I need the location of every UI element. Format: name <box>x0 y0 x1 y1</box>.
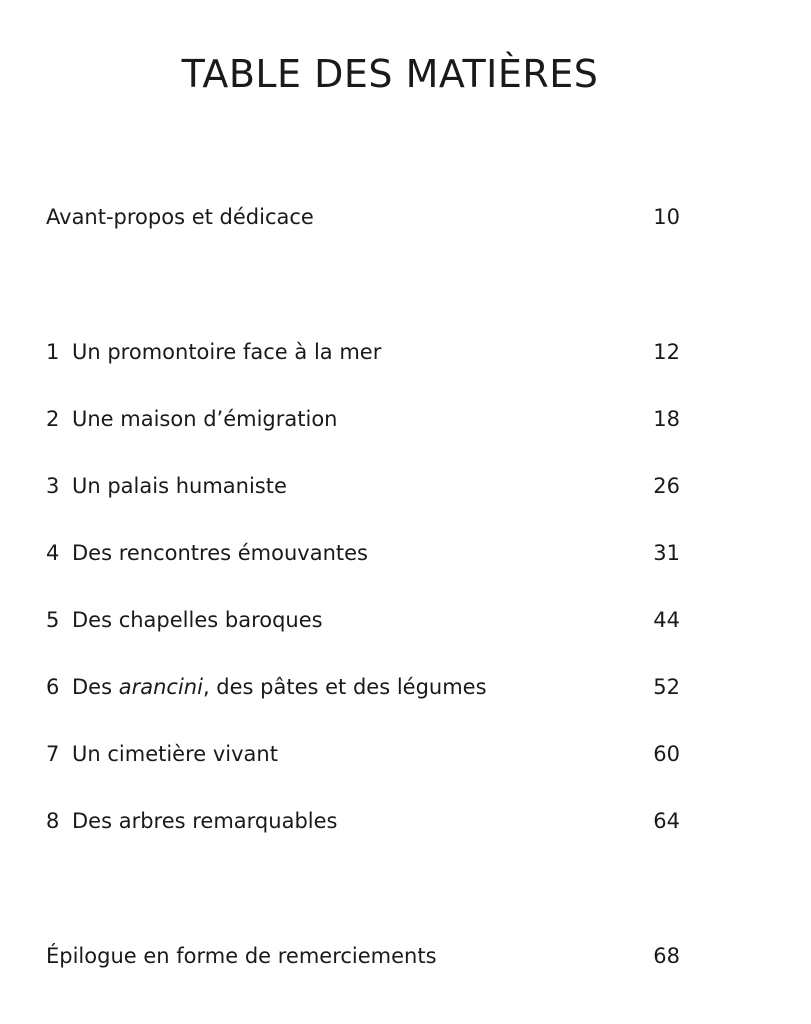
toc-entry-chapter-3 <box>46 470 680 502</box>
toc-entry-label-pre: Des <box>72 675 119 699</box>
toc-entry-chapter-7 <box>46 738 680 770</box>
toc-entry-label: Des rencontres émouvantes <box>72 541 368 565</box>
toc-entry-label: Un cimetière vivant <box>72 742 278 766</box>
toc-entry-label-italic: arancini <box>118 675 203 699</box>
page-title: TABLE DES MATIÈRES <box>181 52 599 96</box>
toc-entry-page: 12 <box>653 340 680 364</box>
toc-entry-number: 8 <box>46 809 60 833</box>
toc-entry-page: 10 <box>653 205 680 229</box>
toc-entry-page: 18 <box>653 407 680 431</box>
toc-entry-page: 60 <box>653 742 680 766</box>
toc-entry-number: 6 <box>46 675 60 699</box>
toc-entry-page: 26 <box>653 474 680 498</box>
toc-entry-page: 68 <box>653 944 680 968</box>
toc-entry-page: 52 <box>653 675 680 699</box>
toc-entry-label: Un promontoire face à la mer <box>72 340 382 364</box>
toc-entry-chapter-4 <box>46 537 680 569</box>
toc-entry-page: 44 <box>653 608 680 632</box>
toc-entry-number: 2 <box>46 407 60 431</box>
toc-entry-page: 31 <box>653 541 680 565</box>
toc-entry-label: Des chapelles baroques <box>72 608 323 632</box>
toc-entry-label: Une maison d’émigration <box>72 407 338 431</box>
toc-entry-page: 64 <box>653 809 680 833</box>
toc-entry-label: Avant-propos et dédicace <box>46 205 314 229</box>
toc-entry-back <box>46 940 680 972</box>
toc-entry-label: Épilogue en forme de remerciements <box>46 944 437 968</box>
toc-entry-number: 1 <box>46 340 60 364</box>
toc-entry-number: 7 <box>46 742 60 766</box>
toc-entry-label-post: , des pâtes et des légumes <box>202 675 487 699</box>
toc-entry-number: 5 <box>46 608 60 632</box>
toc-entry-chapter-6 <box>46 671 680 703</box>
toc-entry-chapter-2 <box>46 403 680 435</box>
toc-entry-front <box>46 201 680 233</box>
toc-entry-chapter-8 <box>46 805 680 837</box>
toc-entry-chapter-5 <box>46 604 680 636</box>
toc-entry-number: 4 <box>46 541 60 565</box>
toc-entry-label: Un palais humaniste <box>72 474 287 498</box>
toc-entry-label: Des arbres remarquables <box>72 809 338 833</box>
toc-entry-chapter-1 <box>46 336 680 368</box>
toc-entry-number: 3 <box>46 474 60 498</box>
